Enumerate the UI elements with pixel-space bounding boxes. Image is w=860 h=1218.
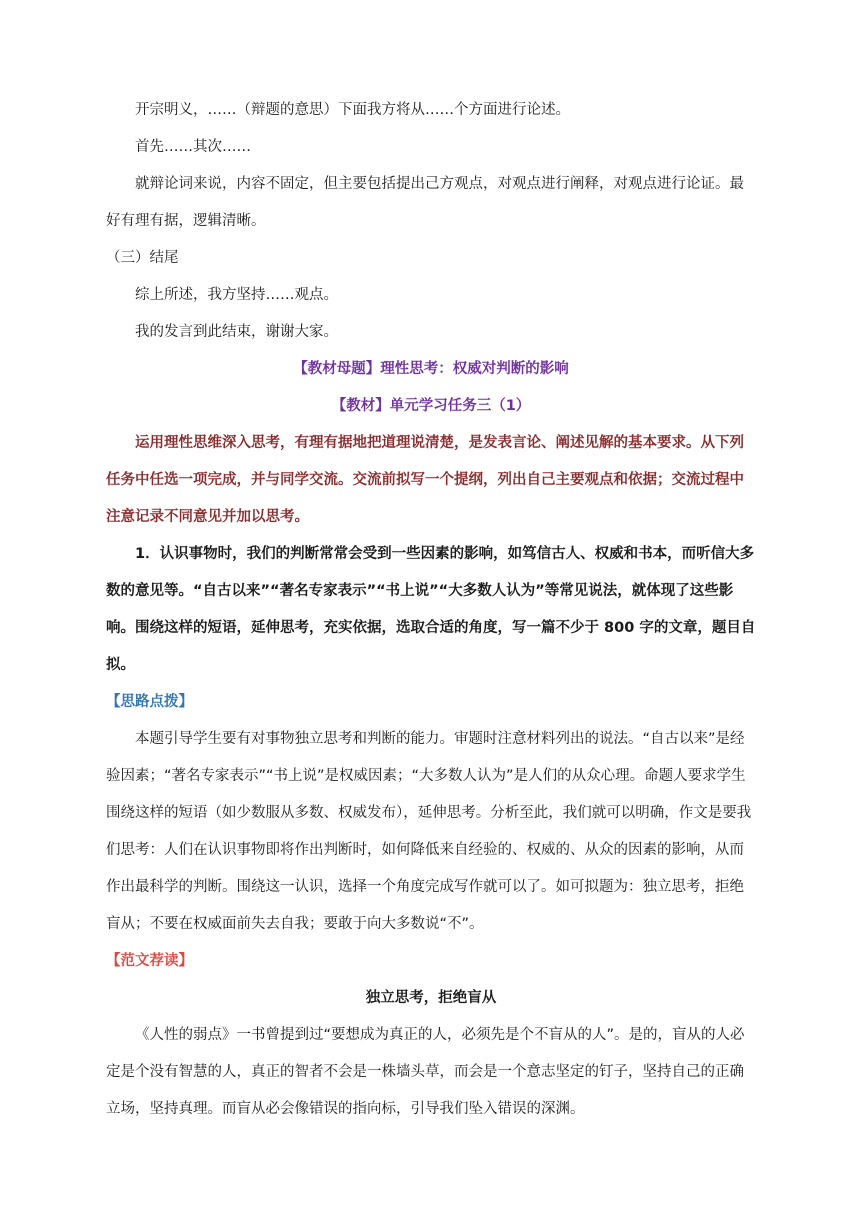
- task-intro: 运用理性思维深入思考，有理有据地把道理说清楚，是发表言论、阐述见解的基本要求。从下列任务中任选一项完成，并与同学交流。交流前拟写一个提纲，列出自己主要观点和依据；交流过程中注意记录不同意见并加以思考。: [106, 435, 744, 525]
- task-1: 1．认识事物时，我们的判断常常会受到一些因素的影响，如笃信古人、权威和书本，而听信大多数的意见等。“自古以来”“著名专家表示”“书上说”“大多数人认为”等常见说法，就体现了这些影响。围绕这样的短语，延伸思考，充实依据，选取合适的角度，写一篇不少于 800 字的文章，题目自拟。: [106, 546, 756, 673]
- textbook-task-heading: 【教材】单元学习任务三（1）: [331, 398, 531, 414]
- paragraph-opening: 开宗明义，……（辩题的意思）下面我方将从……个方面进行论述。: [135, 102, 570, 118]
- paragraph-debate-content: 就辩论词来说，内容不固定，但主要包括提出己方观点，对观点进行阐释，对观点进行论证。最好有理有据，逻辑清晰。: [106, 176, 744, 229]
- thinking-tips-label: 【思路点拨】: [106, 694, 193, 710]
- paragraph-closing: 我的发言到此结束，谢谢大家。: [135, 324, 338, 340]
- paragraph-summary: 综上所述，我方坚持……观点。: [135, 287, 338, 303]
- essay-title: 独立思考，拒绝盲从: [365, 990, 497, 1006]
- document-page: [106, 92, 756, 1128]
- mother-topic-heading: 【教材母题】理性思考：权威对判断的影响: [293, 361, 569, 377]
- essay-paragraph-1: 《人性的弱点》一书曾提到过“要想成为真正的人，必须先是个不盲从的人”。是的，盲从的人必定是个没有智慧的人，真正的智者不会是一株墙头草，而会是一个意志坚定的钉子，坚持自己的正确立场，坚持真理。而盲从必会像错误的指向标，引导我们坠入错误的深渊。: [106, 1027, 745, 1117]
- paragraph-first-next: 首先……其次……: [135, 139, 251, 155]
- model-essay-label: 【范文荐读】: [106, 953, 193, 969]
- section-heading-ending: （三）结尾: [106, 250, 179, 266]
- analysis-paragraph: 本题引导学生要有对事物独立思考和判断的能力。审题时注意材料列出的说法。“自古以来”是经验因素；“著名专家表示”“书上说”是权威因素；“大多数人认为”是人们的从众心理。命题人要求学生围绕这样的短语（如少数服从多数、权威发布），延伸思考。分析至此，我们就可以明确，作文是要我们思考：人们在认识事物即将作出判断时，如何降低来自经验的、权威的、从众的因素的影响，从而作出最科学的判断。围绕这一认识，选择一个角度完成写作就可以了。如可拟题为：独立思考，拒绝盲从；不要在权威面前失去自我；要敢于向大多数说“不”。: [106, 731, 752, 932]
